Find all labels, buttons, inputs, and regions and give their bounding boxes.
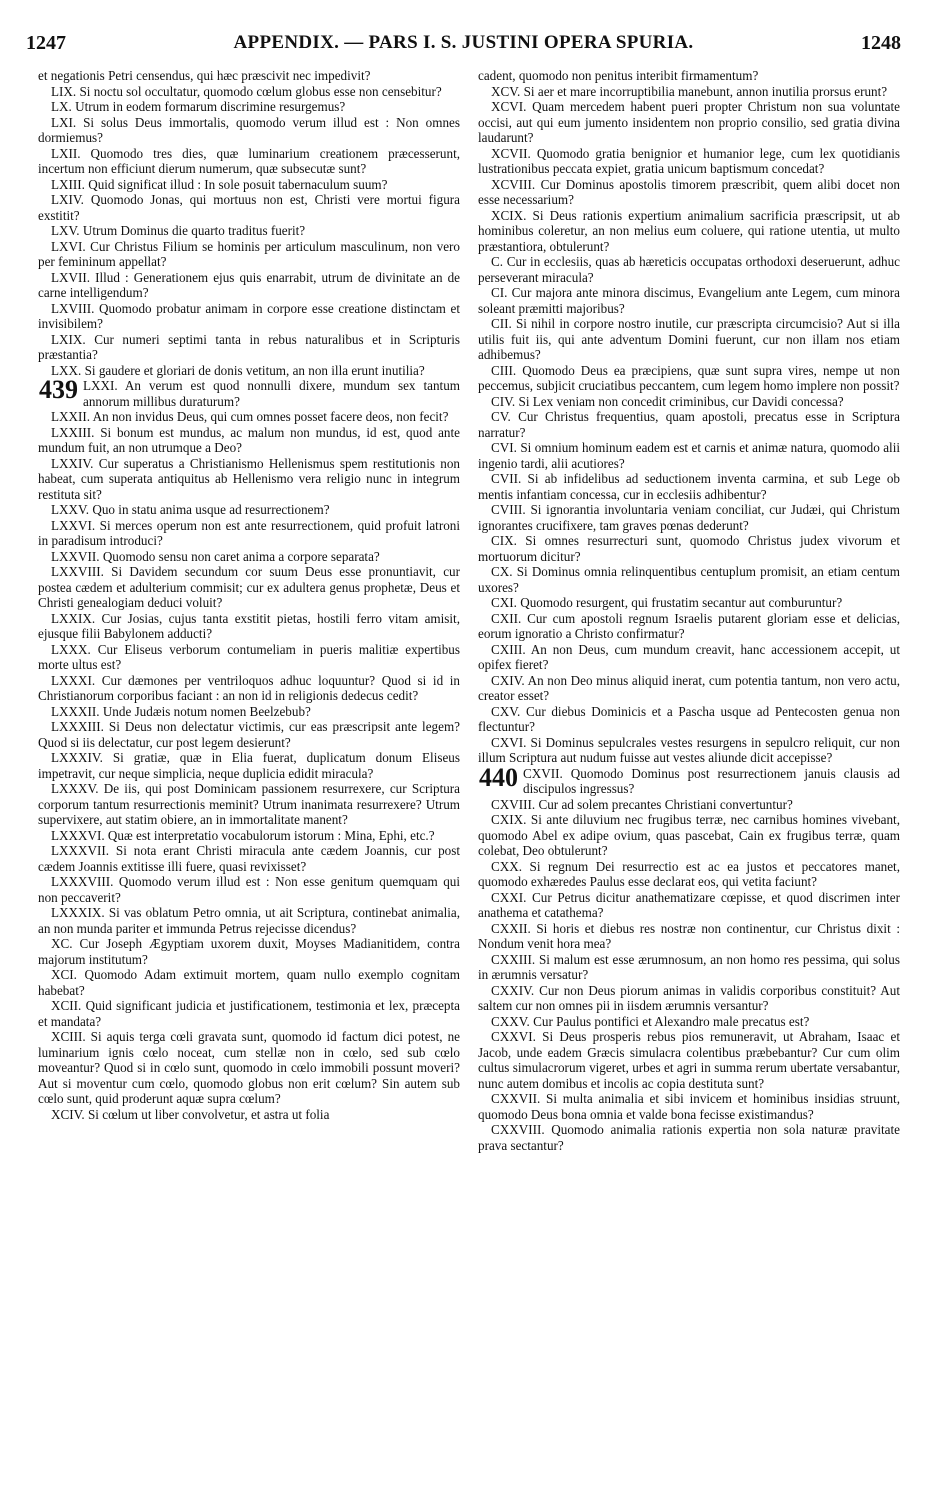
question-entry: [478, 394, 900, 410]
entry-text: LXXXII. Unde Judæis notum nomen Beelzebub?: [51, 703, 311, 719]
entry-text: LXXXVI. Quæ est interpretatio vocabulorum istorum : Mina, Ephi, etc.?: [51, 827, 435, 843]
question-entry: [478, 762, 900, 797]
left-column: [38, 68, 460, 1122]
entry-text: XCIV. Si cœlum ut liber convolvetur, et astra ut folia: [51, 1106, 330, 1122]
entry-text: CXIX. Si ante diluvium nec frugibus terræ, nec carnibus homines vivebant, quomodo Abel ex adipe ovium, quas pascebat, Cain ex frugibus terræ, quam colebat, Deo obtulerunt?: [478, 812, 900, 858]
entry-text: CXVI. Si Dominus sepulcrales vestes resurgens in sepulcro reliquit, cur non illum Scriptura aut nudum fuisse aut vestes aliunde dicit accepisse?: [478, 734, 900, 765]
entry-text: LXVI. Cur Christus Filium se hominis per articulum masculinum, non vero per femininum appellat?: [38, 238, 460, 269]
page-number-right: 1248: [861, 32, 901, 54]
question-entry: [38, 564, 460, 611]
entry-text: CXIV. An non Deo minus aliquid inerat, cum potentia tantum, non vero actu, creator esset?: [478, 672, 900, 703]
question-entry: [38, 223, 460, 239]
question-entry: [478, 859, 900, 890]
entry-text: XCII. Quid significant judicia et justificationem, testimonia et lex, præcepta et mandata?: [38, 998, 460, 1029]
question-entry: [478, 673, 900, 704]
question-entry: [478, 797, 900, 813]
question-entry: [478, 254, 900, 285]
question-entry: [478, 1014, 900, 1030]
entry-text: CXXIV. Cur non Deus piorum animas in validis corporibus constituit? Aut saltem cur non omnes pii in iisdem ærumnis versantur?: [478, 982, 900, 1013]
entry-text: CXV. Cur diebus Dominicis et a Pascha usque ad Pentecosten genua non flectuntur?: [478, 703, 900, 734]
question-entry: [478, 316, 900, 363]
entry-text: CXXVII. Si multa animalia et sibi invicem et hominibus insidias struunt, quomodo Deus bona omnia et valde bona fecisse existimandus?: [478, 1091, 900, 1122]
question-entry: [38, 425, 460, 456]
question-entry: [38, 642, 460, 673]
question-entry: [38, 332, 460, 363]
question-entry: [38, 905, 460, 936]
question-entry: [478, 84, 900, 100]
question-entry: [478, 440, 900, 471]
entry-text: LXXX. Cur Eliseus verborum contumeliam in pueris malitiæ expertibus morte ultus est?: [38, 641, 460, 672]
question-entry: [38, 719, 460, 750]
question-entry: [478, 285, 900, 316]
question-entry: [478, 471, 900, 502]
question-entry: [478, 812, 900, 859]
question-entry: [478, 564, 900, 595]
question-entry: [478, 146, 900, 177]
entry-text: CVII. Si ab infidelibus ad seductionem inventa carmina, et sub Lege ob mentis infantiam concessa, cur in ecclesiis adhibentur?: [478, 471, 900, 502]
question-entry: [38, 936, 460, 967]
question-entry: [478, 642, 900, 673]
margin-page-number: 439: [39, 375, 78, 404]
question-entry: [38, 781, 460, 828]
entry-text: XCIX. Si Deus rationis expertium animalium sacrificia præscripsit, ut ab hominibus coleretur, an non melius eum coluere, qui ratione utentia, ut multo præstantiora, obtulerunt?: [478, 207, 900, 254]
entry-text: CXXIII. Si malum est esse ærumnosum, an non homo res pessima, qui solus in ærumnis versatur?: [478, 951, 900, 982]
question-entry: [478, 502, 900, 533]
entry-text: CI. Cur majora ante minora discimus, Evangelium ante Legem, cum minora soleant præmitti majoribus?: [478, 285, 900, 316]
entry-text: CIX. Si omnes resurrecturi sunt, quomodo Christus judex vivorum et mortuorum dicitur?: [478, 533, 900, 564]
question-entry: [478, 921, 900, 952]
entry-text: LXXIX. Cur Josias, cujus tanta exstitit pietas, hostili ferro vitam amisit, ejusque filii Babylonem adducti?: [38, 610, 460, 641]
entry-text: CIII. Quomodo Deus ea præcipiens, quæ sunt supra vires, nempe ut non peccemus, subjicit cruciatibus peccantem, cum legem homo implere non possit?: [478, 362, 900, 393]
entry-text: LXXIII. Si bonum est mundus, ac malum non mundus, id est, quod ante mundum fuit, an non utrumque a Deo?: [38, 424, 460, 455]
question-entry: [478, 1122, 900, 1153]
question-entry: [478, 595, 900, 611]
entry-text: XCVIII. Cur Dominus apostolis timorem præscribit, quem alibi docet non esse necessarium?: [478, 176, 900, 207]
question-entry: [478, 533, 900, 564]
entry-text: XCV. Si aer et mare incorruptibilia manebunt, annon inutilia prorsus erunt?: [491, 83, 888, 99]
question-entry: [478, 952, 900, 983]
question-entry: [38, 409, 460, 425]
question-entry: [38, 611, 460, 642]
question-entry: [478, 208, 900, 255]
entry-text: C. Cur in ecclesiis, quas ab hæreticis occupatas orthodoxi deseruerunt, adhuc perseverant miracula?: [478, 254, 900, 285]
question-entry: [478, 177, 900, 208]
entry-text: LXI. Si solus Deus immortalis, quomodo verum illud est : Non omnes dormiemus?: [38, 114, 460, 145]
entry-text: XCVI. Quam mercedem habent pueri propter Christum non sua voluntate occisi, aut qui eum jumento insidentem non proprio consilio, sed gratia divina laudarunt?: [478, 99, 900, 145]
question-entry: [478, 99, 900, 146]
entry-text: LXXXV. De iis, qui post Dominicam passionem resurrexere, cur Scriptura corporum tantum resurrectionis meminit? Utrum inanimata resurrexere? Utrum supervixere, aut statim obiere, an in immortalitate manent?: [38, 781, 460, 827]
question-entry: [38, 115, 460, 146]
entry-text: XC. Cur Joseph Ægyptiam uxorem duxit, Moyses Madianitidem, contra majorum institutum?: [38, 936, 460, 967]
question-entry: [38, 1029, 460, 1107]
entry-text: LX. Utrum in eodem formarum discrimine resurgemus?: [51, 99, 346, 114]
entry-text: CXXII. Si horis et diebus res nostræ non continentur, cur Christus dixit : Nondum venit hora mea?: [478, 920, 900, 951]
question-entry: [38, 456, 460, 503]
question-entry: [38, 843, 460, 874]
header-title: APPENDIX. — PARS I. S. JUSTINI OPERA SPURIA.: [233, 32, 694, 53]
entry-text: CXXI. Cur Petrus dicitur anathematizare cœpisse, et quod discrimen inter anathema et catathema?: [478, 889, 900, 920]
question-entry: [38, 192, 460, 223]
question-entry: [478, 983, 900, 1014]
entry-text: LXV. Utrum Dominus die quarto traditus fuerit?: [51, 223, 306, 238]
question-entry: [38, 998, 460, 1029]
entry-text: LXIII. Quid significat illud : In sole posuit tabernaculum suum?: [51, 176, 388, 192]
question-entry: [38, 301, 460, 332]
question-entry: [38, 99, 460, 115]
entry-text: CXVII. Quomodo Dominus post resurrectionem januis clausis ad discipulos ingressus?: [523, 765, 900, 796]
entry-text: XCVII. Quomodo gratia benignior et humanior lege, cum lex quotidianis lustrationibus peccata expiet, gratia unicum baptismum concedat?: [478, 145, 900, 176]
entry-text: LIX. Si noctu sol occultatur, quomodo cœlum globus esse non censebitur?: [51, 83, 442, 99]
entry-text: XCI. Quomodo Adam extimuit mortem, quam nullo exemplo cognitam habebat?: [38, 967, 460, 998]
entry-text: LXVII. Illud : Generationem ejus quis enarrabit, utrum de divinitate an de carne intelligendum?: [38, 269, 460, 300]
question-entry: [38, 1107, 460, 1123]
entry-text: LXXII. An non invidus Deus, qui cum omnes posset facere deos, non fecit?: [51, 409, 449, 424]
entry-text: CII. Si nihil in corpore nostro inutile, cur præscripta circumcisio? Aut si illa utilis fuit iis, qui ante adventum Domini fuerunt, cur non illam nos etiam adhibemus?: [478, 316, 900, 362]
question-entry: [38, 375, 460, 409]
entry-text: LXXXIV. Si gratiæ, quæ in Elia fuerat, duplicatum donum Eliseus impetravit, cur neque simplicia, neque duplicia edidit miracula?: [38, 750, 460, 781]
question-entry: [478, 1029, 900, 1091]
question-entry: [38, 502, 460, 518]
running-header: [26, 32, 901, 60]
question-entry: [478, 68, 900, 84]
entry-text: CXI. Quomodo resurgent, qui frustatim secantur aut comburuntur?: [491, 595, 843, 610]
entry-text: CXXV. Cur Paulus pontifici et Alexandro male precatus est?: [491, 1013, 810, 1029]
question-entry: [478, 363, 900, 394]
entry-text: LXII. Quomodo tres dies, quæ luminarium creationem præcesserunt, incertum non efficiunt dierum numerum, quæ subsecutæ sunt?: [38, 145, 460, 176]
question-entry: [478, 890, 900, 921]
entry-text: CV. Cur Christus frequentius, quam apostoli, precatus esse in Scriptura narratur?: [478, 409, 900, 440]
right-column: [478, 68, 900, 1153]
question-entry: [38, 363, 460, 379]
entry-text: LXXIV. Cur superatus a Christianismo Hellenismus spem restitutionis non habeat, cum superata antiquitus ab Hellenismo vera religio nunc in integrum restituta sit?: [38, 455, 460, 502]
question-entry: [38, 177, 460, 193]
question-entry: [38, 828, 460, 844]
entry-text: LXXI. An verum est quod nonnulli dixere, mundum sex tantum annorum millibus duraturum?: [83, 378, 460, 409]
entry-text: CXX. Si regnum Dei resurrectio est ac ea justos et peccatores manet, quomodo exhæredes Paulus esse declarat eos, qui vetita faciunt?: [478, 858, 900, 889]
entry-text: LXXXIX. Si vas oblatum Petro omnia, ut ait Scriptura, continebat animalia, an non munda pariter et immunda Petrus rejecisse dicendus?: [38, 905, 460, 936]
entry-text: LXXXI. Cur dæmones per ventriloquos adhuc loquuntur? Quod si id in Christianorum corporibus faciant : an non id in religionis dedecus cedit?: [38, 672, 460, 703]
entry-text: CXVIII. Cur ad solem precantes Christiani convertuntur?: [491, 796, 793, 812]
page-number-left: 1247: [26, 32, 66, 54]
question-entry: [478, 704, 900, 735]
question-entry: [38, 84, 460, 100]
entry-text: LXX. Si gaudere et gloriari de donis vetitum, an non illa erunt inutilia?: [51, 362, 425, 378]
question-entry: [478, 735, 900, 766]
question-entry: [478, 1091, 900, 1122]
entry-text: LXXXVII. Si nota erant Christi miracula ante cædem Joannis, cur post cædem Joannis extitisse illi fuere, quasi revixisset?: [38, 843, 460, 874]
question-entry: [38, 673, 460, 704]
question-entry: [38, 518, 460, 549]
entry-text: LXIV. Quomodo Jonas, qui mortuus non est, Christi vere mortui figura exstitit?: [38, 192, 460, 223]
question-entry: [478, 409, 900, 440]
question-entry: [38, 270, 460, 301]
entry-text: cadent, quomodo non penitus interibit firmamentum?: [478, 68, 759, 83]
question-entry: [38, 750, 460, 781]
entry-text: CXIII. An non Deus, cum mundum creavit, hanc accessionem accepit, ut opifex fieret?: [478, 641, 900, 672]
entry-text: CX. Si Dominus omnia relinquentibus centuplum promisit, an etiam centum uxores?: [478, 564, 900, 595]
entry-text: CVI. Si omnium hominum eadem est et carnis et animæ natura, quomodo alii ingenio tardi, alii acutiores?: [478, 440, 900, 471]
entry-text: LXXV. Quo in statu anima usque ad resurrectionem?: [51, 502, 330, 517]
entry-text: LXXVIII. Si Davidem secundum cor suum Deus esse pronuntiavit, cur postea cædem et adulterium commisit; cur ex adultera genus prophetæ, Deus et Christi genealogiam deduci voluit?: [38, 564, 460, 610]
question-entry: [38, 68, 460, 84]
question-entry: [38, 146, 460, 177]
question-entry: [38, 967, 460, 998]
entry-text: et negationis Petri censendus, qui hæc præscivit nec impedivit?: [38, 68, 371, 83]
entry-text: LXIX. Cur numeri septimi tanta in rebus naturalibus et in Scripturis præstantia?: [38, 331, 460, 362]
entry-text: CXII. Cur cum apostoli regnum Israelis putarent gloriam esse et delicias, eorum ignoratio a Christo confirmatur?: [478, 610, 900, 641]
entry-text: LXXVI. Si merces operum non est ante resurrectionem, quid profuit latroni in paradisum introduci?: [38, 517, 460, 548]
margin-page-number: 440: [479, 762, 518, 792]
entry-text: LXVIII. Quomodo probatur animam in corpore esse creatione distinctam et invisibilem?: [38, 300, 460, 331]
entry-text: CVIII. Si ignorantia involuntaria veniam conciliat, cur Judæi, qui Christum ignorantes crucifixere, tam graves pœnas dederunt?: [478, 502, 900, 533]
question-entry: [38, 239, 460, 270]
entry-text: XCIII. Si aquis terga cœli gravata sunt, quomodo id factum dici potest, ne luminarium ignis cœlo noceat, cum stellæ non in cœlo, sed sub cœlo moveantur? Quod si in cœlo sunt, quomodo in cœlo immobili possunt moveri? Aut si moventur cum cœlo, quomodo globus non erit cœlum? Sin autem sub cœlo sunt, quid proderunt aquæ supra cœlum?: [38, 1029, 460, 1106]
question-entry: [38, 704, 460, 720]
question-entry: [478, 611, 900, 642]
question-entry: [38, 549, 460, 565]
entry-text: LXXVII. Quomodo sensu non caret anima a corpore separata?: [51, 548, 380, 564]
entry-text: CXXVI. Si Deus prosperis rebus pios remuneravit, ut Abraham, Isaac et Jacob, unde eadem Græcis simulacra colentibus præbebantur? Cur cum olim cultus simulacrorum vigeret, urbes et agri in summa rerum ubertate versabantur, nunc autem domibus et incolis ac copia destituta sunt?: [478, 1029, 900, 1091]
question-entry: [38, 874, 460, 905]
entry-text: CIV. Si Lex veniam non concedit criminibus, cur Davidi concessa?: [491, 393, 844, 409]
entry-text: LXXXIII. Si Deus non delectatur victimis, cur eas præscripsit ante legem? Quod si iis delectatur, cur post legem desierunt?: [38, 719, 460, 750]
entry-text: LXXXVIII. Quomodo verum illud est : Non esse genitum quemquam qui non peccaverit?: [38, 874, 460, 905]
entry-text: CXXVIII. Quomodo animalia rationis expertia non sola naturæ pravitate prava sectantur?: [478, 1122, 900, 1153]
